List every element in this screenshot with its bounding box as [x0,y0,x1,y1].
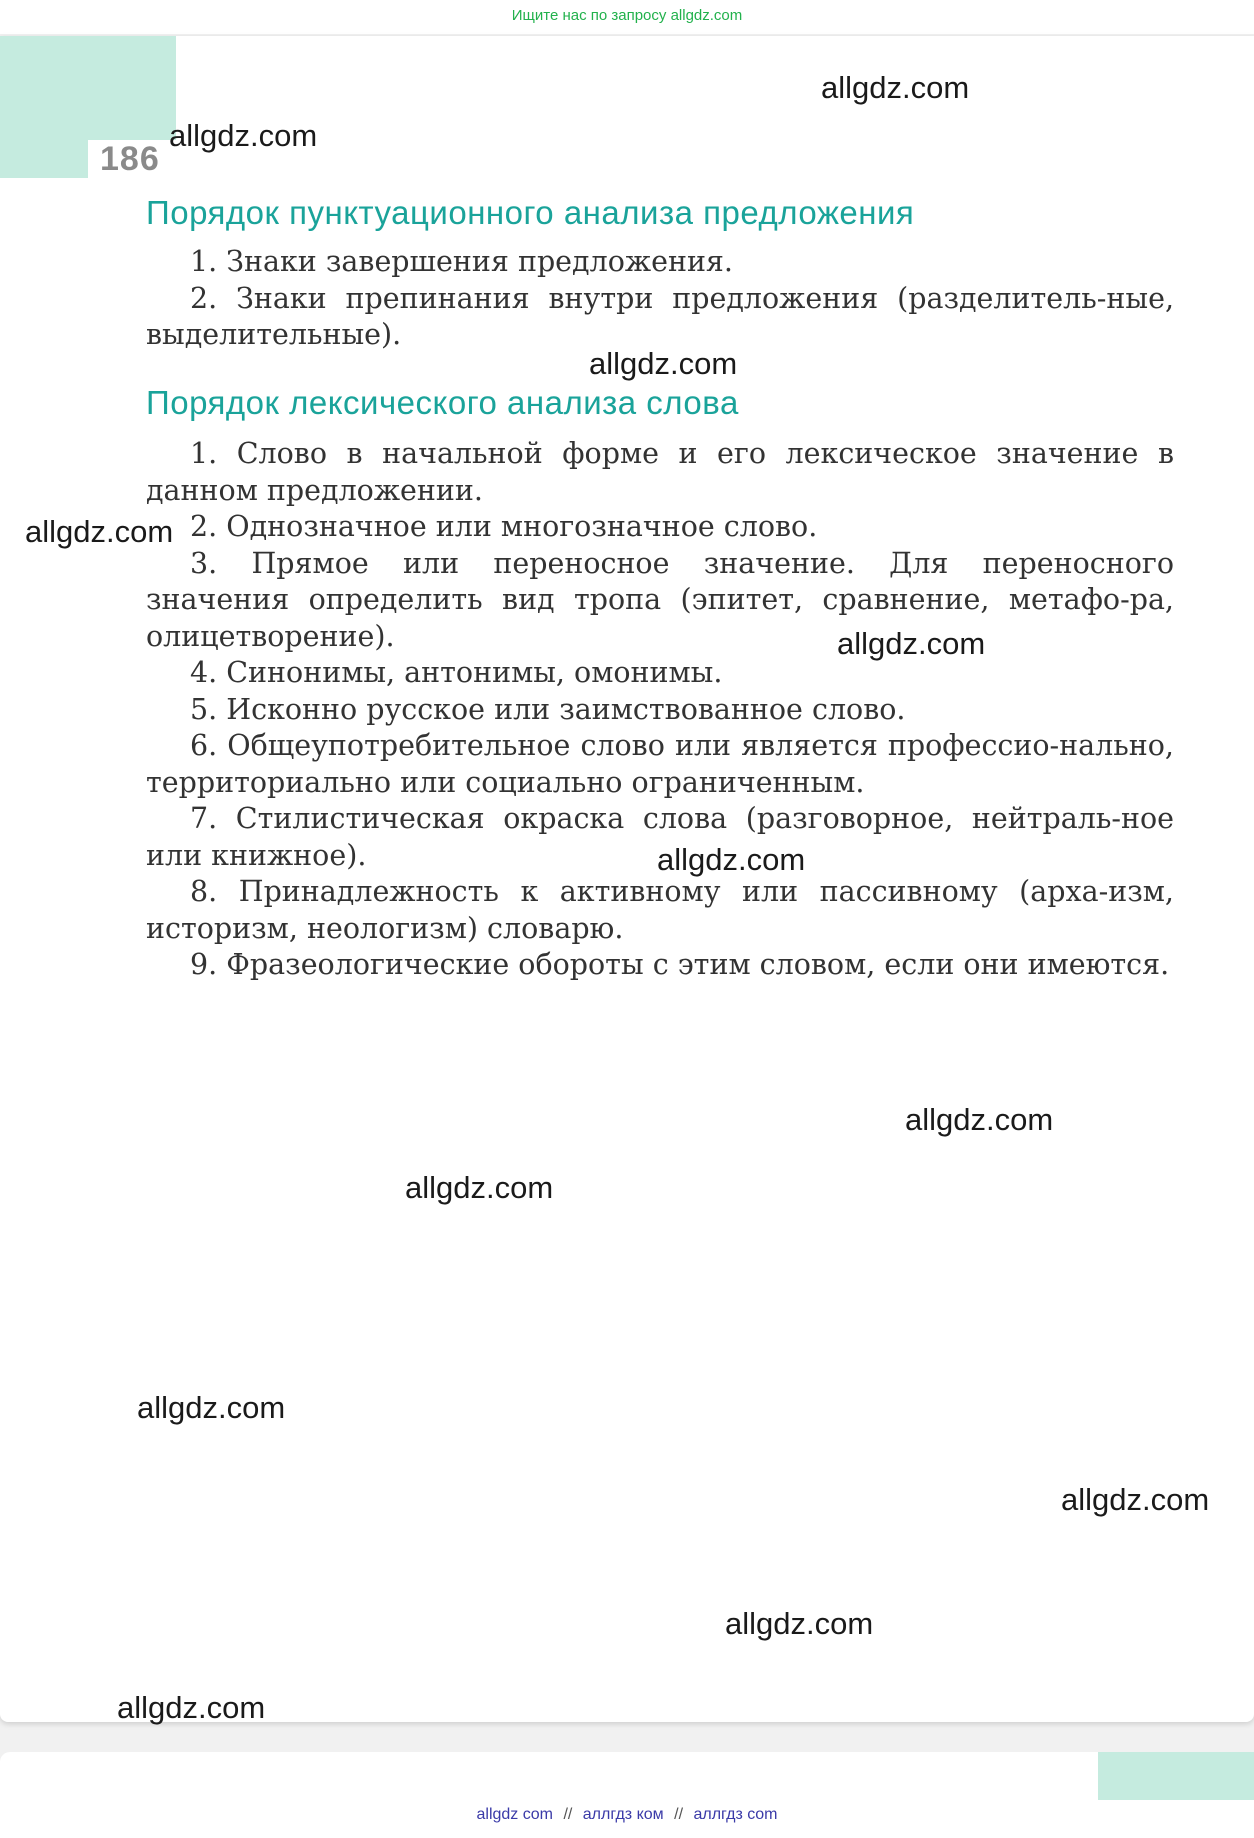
watermark: allgdz.com [821,70,970,105]
next-page [0,1752,1254,1838]
footer-separator: // [674,1806,684,1823]
page-number: 186 [100,140,160,178]
watermark: allgdz.com [1061,1482,1210,1517]
watermark: allgdz.com [725,1606,874,1641]
top-banner [0,0,1254,34]
list-item: 3. Прямое или переносное значение. Для переносного значения определить вид тропа (эпитет, сравнение, метафо-ра, олицетворение). [146,546,1174,653]
watermark: allgdz.com [25,514,174,549]
section-title-lexical: Порядок лексического анализа слова [146,384,739,421]
watermark: allgdz.com [905,1102,1054,1137]
list-item: 2. Однозначное или многозначное слово. [190,510,818,543]
list-item: 4. Синонимы, антонимы, омонимы. [190,656,723,689]
list-item: 2. Знаки препинания внутри предложения (разделитель-ные, выделительные). [146,281,1174,351]
watermark: allgdz.com [117,1690,266,1725]
next-page-corner-tab [1098,1752,1254,1800]
watermark: allgdz.com [169,118,318,153]
watermark: allgdz.com [405,1170,554,1205]
list-item: 9. Фразеологические обороты с этим словом, если они имеются. [190,948,1170,981]
list-item: 7. Стилистическая окраска слова (разговорное, нейтраль-ное или книжное). [146,802,1174,872]
list-item: 6. Общеупотребительное слово или является профессио-нально, территориально или социально ограниченным. [146,729,1174,799]
watermark: allgdz.com [589,346,738,381]
footer-link[interactable]: аллгдз ком [582,1806,664,1823]
footer-links [0,1806,1254,1824]
footer-link[interactable]: аллгдз com [693,1806,778,1823]
punctuation-steps [146,244,1174,354]
search-hint-link[interactable]: Ищите нас по запросу allgdz.com [511,7,743,24]
list-item: 1. Слово в начальной форме и его лексическое значение в данном предложении. [146,437,1174,507]
watermark: allgdz.com [137,1390,286,1425]
watermark: allgdz.com [837,626,986,661]
textbook-page [0,36,1254,1722]
list-item: 1. Знаки завершения предложения. [190,245,733,278]
section-title-punctuation: Порядок пунктуационного анализа предложения [146,194,915,231]
list-item: 5. Исконно русское или заимствованное слово. [190,692,906,726]
list-item: 8. Принадлежность к активному или пассивному (арха-изм, историзм, неологизм) словарю. [146,875,1174,945]
footer-separator: // [563,1806,573,1823]
footer-link[interactable]: allgdz com [476,1806,553,1823]
lexical-steps [146,436,1174,984]
watermark: allgdz.com [657,842,806,877]
